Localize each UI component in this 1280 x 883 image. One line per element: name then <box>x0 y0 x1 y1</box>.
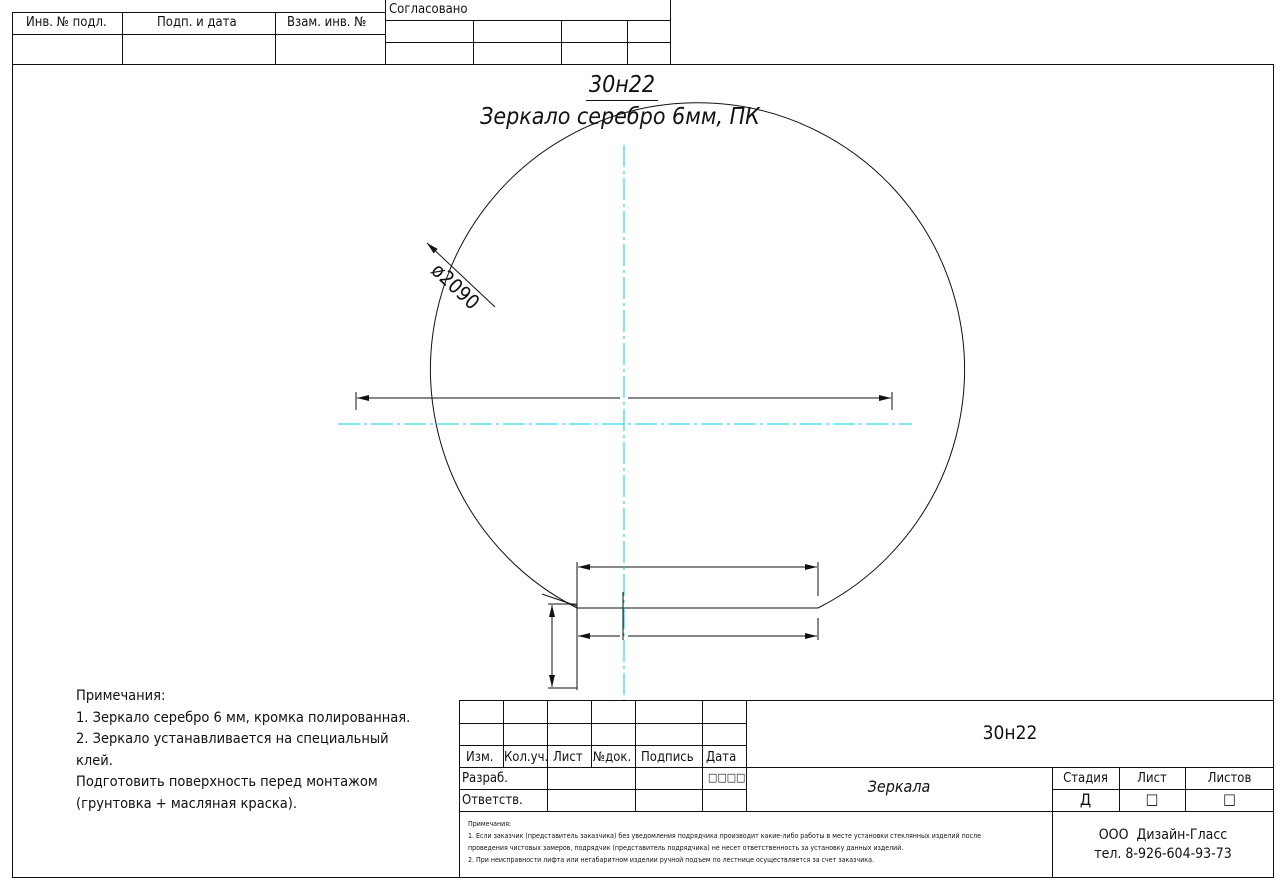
tb-name: Зеркала <box>867 777 931 796</box>
tb-header-podpis: Подпись <box>641 750 694 765</box>
tb-listov-value: □ <box>1223 790 1236 808</box>
tb-stadia-value: Д <box>1079 790 1092 809</box>
tb-list-value: □ <box>1145 790 1159 808</box>
tb-header-koluch: Кол.уч. <box>504 750 549 765</box>
tb-list-label: Лист <box>1137 771 1167 786</box>
tb-small-notes-line: 2. При неисправности лифта или негабаритном изделии ручной подъем по лестнице осуществляется за счет заказчика. <box>468 856 874 864</box>
tb-razrab-date: □□□□ <box>708 771 746 784</box>
notes-line: 1. Зеркало серебро 6 мм, кромка полированная. <box>76 709 411 726</box>
tb-listov-label: Листов <box>1207 771 1252 786</box>
tb-stadia-label: Стадия <box>1063 771 1108 786</box>
drawing-code: 30н22 <box>588 72 656 98</box>
tb-header-ndok: №док. <box>593 750 632 765</box>
notes-line: 2. Зеркало устанавливается на специальный <box>76 731 389 747</box>
tb-razrab: Разраб. <box>462 771 508 786</box>
notes-heading: Примечания: <box>76 688 166 704</box>
tb-small-notes-line: Примечания: <box>468 820 512 828</box>
tb-header-data: Дата <box>706 750 737 765</box>
tb-otvetstv: Ответств. <box>462 793 523 808</box>
diameter-label: ø2090 <box>426 258 485 315</box>
tb-small-notes <box>468 818 1050 866</box>
notes <box>76 686 410 815</box>
tb-designation: 30н22 <box>982 722 1038 744</box>
tb-header-list: Лист <box>553 750 583 765</box>
drawing-title: Зеркало серебро 6мм, ПК <box>480 104 760 130</box>
tb-phone: тел. 8-926-604-93-73 <box>1094 846 1232 862</box>
notes-line: клей. <box>76 752 113 769</box>
tb-company: ООО Дизайн-Гласс <box>1098 827 1228 843</box>
tb-header-izm: Изм. <box>466 750 494 765</box>
tb-small-notes-line: 1. Если заказчик (представитель заказчика) без уведомления подрядчика производит какие-либо работы в месте установки стеклянных изделий после <box>468 832 981 840</box>
stamp-soglasovano: Согласовано <box>389 2 468 17</box>
stamp-podp-data: Подп. и дата <box>157 15 237 30</box>
notes-line: (грунтовка + масляная краска). <box>76 795 297 812</box>
tb-small-notes-line: проведения чистовых замеров, подрядчик (представитель подрядчика) не несет ответственность за установку данных изделий. <box>468 844 904 852</box>
notes-line: Подготовить поверхность перед монтажом <box>76 774 378 790</box>
stamp-vzam-inv: Взам. инв. № <box>287 15 367 30</box>
stamp-inv-podl: Инв. № подл. <box>26 15 107 30</box>
